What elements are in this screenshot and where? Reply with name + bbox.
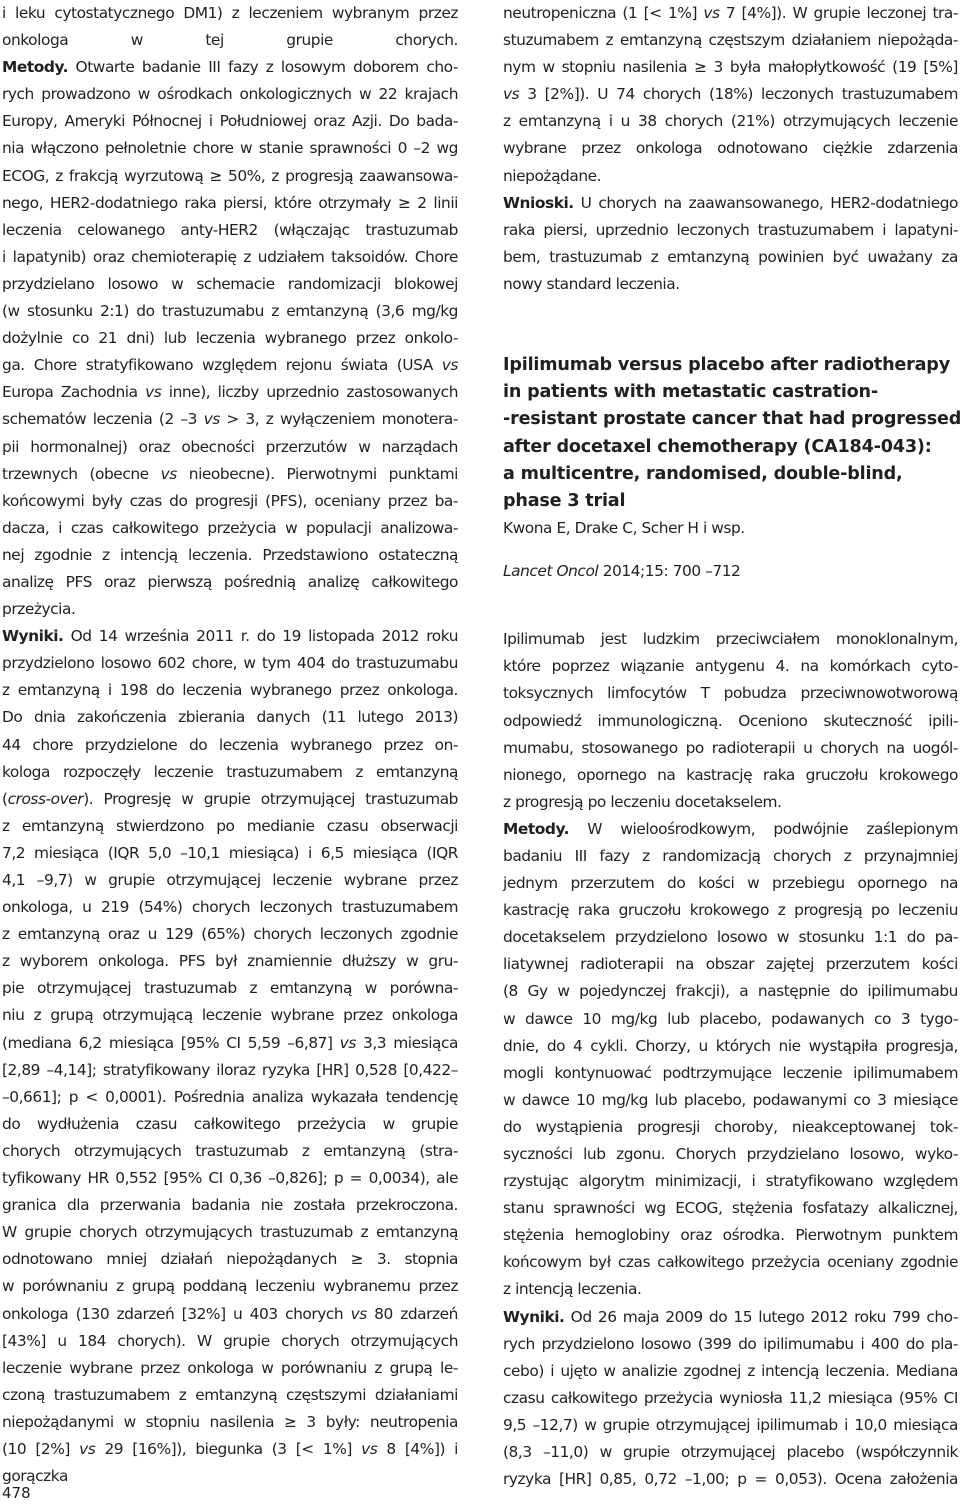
line-text: bem, trastuzumab z emtanzyną powinien być uważany za bbox=[503, 247, 958, 266]
text-line bbox=[503, 190, 958, 217]
line-text: kastrację raka gruczołu krokowego z progresją po leczeniu bbox=[503, 901, 958, 920]
section-gap bbox=[503, 600, 958, 626]
line-text: pii hormonalnej) oraz obecności przerzutów w narządach bbox=[2, 437, 458, 456]
line-text: do wydłużenia czasu całkowitego przeżycia w grupie bbox=[2, 1114, 458, 1133]
line-text: tyfikowany HR 0,552 [95% CI 0,36 –0,826]; p = 0,0034), ale bbox=[2, 1169, 458, 1188]
line-text: [2,89 –4,14]; stratyfikowany iloraz ryzyka [HR] 0,528 [0,422– bbox=[2, 1060, 458, 1079]
line-text: przydzielono losowo 602 chore, w tym 404 do trastuzumabu bbox=[2, 654, 458, 673]
line-text: stanu sprawności wg ECOG, stężenia fosfatazy alkalicznej, bbox=[503, 1199, 958, 1218]
text-line bbox=[2, 461, 458, 488]
text-line bbox=[503, 163, 958, 190]
line-text: liatywnej radioterapii na obszar zajętej przerzutem kości bbox=[503, 955, 958, 974]
line-text: dnie, do 4 cykli. Chorzy, u których nie wystąpiła progresja, bbox=[503, 1036, 958, 1055]
text-line bbox=[2, 948, 458, 975]
text-line bbox=[2, 1030, 458, 1057]
italic-term: vs bbox=[703, 4, 720, 22]
line-text: w dawce 10 mg/kg lub placebo, podawanymi co 3 miesiące bbox=[503, 1090, 958, 1109]
text-line bbox=[503, 1168, 958, 1195]
line-text: odpowiedź immunologiczną. Oceniono skuteczność ipili- bbox=[503, 711, 958, 730]
line-text: mogli kontynuować podtrzymujące leczenie ipilimumabem bbox=[503, 1063, 958, 1082]
text-line bbox=[2, 1111, 458, 1138]
line-text: (8 Gy w pojedynczej frakcji), a następnie do ipilimumabu bbox=[503, 982, 958, 1001]
left-column bbox=[2, 0, 459, 1486]
line-text: pie otrzymującej trastuzumab z emtanzyną w porówna- bbox=[2, 979, 458, 998]
text-line bbox=[2, 1002, 458, 1029]
text-line bbox=[503, 978, 958, 1005]
text-line bbox=[2, 1165, 458, 1192]
line-text: kologa rozpoczęły leczenie trastuzumabem z emtanzyną bbox=[2, 762, 458, 781]
line-text: ECOG, z frakcją wyrzutową ≥ 50%, z progresją zaawansowa- bbox=[2, 166, 458, 185]
line-text: czoną trastuzumabem z emtanzyną częstszymi działaniami bbox=[2, 1385, 458, 1404]
line-text: [43%] u 184 chorych). W grupie chorych otrzymujących bbox=[2, 1331, 458, 1350]
line-text: Ipilimumab jest ludzkim przeciwciałem monoklonalnym, bbox=[503, 630, 958, 649]
line-text: w porównaniu z grupą poddaną leczeniu wybranemu przez bbox=[2, 1277, 458, 1296]
text-line bbox=[503, 108, 958, 135]
article-title-line: in patients with metastatic castration- bbox=[503, 382, 878, 403]
line-text: czasu całkowitego przeżycia wyniosła 11,2 miesiąca (95% CI bbox=[503, 1388, 958, 1407]
text-line bbox=[503, 816, 958, 843]
line-text: ryzyka [HR] 0,85, 0,72 –1,00; p = 0,053). Ocena założenia bbox=[503, 1470, 958, 1489]
text-line bbox=[2, 352, 458, 379]
line-text: trzewnych (obecne vs nieobecne). Pierwotnymi punktami bbox=[2, 464, 459, 483]
text-line bbox=[2, 434, 458, 461]
line-text: Do dnia zakończenia zbierania danych (11 lutego 2013) bbox=[2, 708, 458, 727]
text-line bbox=[2, 1301, 458, 1328]
text-line bbox=[2, 271, 458, 298]
text-line bbox=[2, 244, 458, 271]
text-line bbox=[503, 81, 958, 108]
text-line bbox=[503, 626, 958, 653]
text-line bbox=[503, 680, 958, 707]
text-line bbox=[503, 1304, 958, 1331]
line-text: dacza, i czas całkowitego przeżycia w populacji analizowa- bbox=[2, 518, 458, 537]
text-line bbox=[503, 1195, 958, 1222]
line-text: nej zgodnie z intencją leczenia. Przedstawiono ostateczną bbox=[2, 545, 458, 564]
text-line bbox=[2, 1355, 458, 1382]
text-line bbox=[2, 135, 458, 162]
text-line bbox=[503, 1033, 958, 1060]
line-text: schematów leczenia (2 –3 vs > 3, z wyłączeniem monotera- bbox=[2, 410, 459, 429]
line-text: stężenia hemoglobiny oraz ośrodka. Pierwotnym punktem bbox=[503, 1226, 958, 1245]
text-line bbox=[2, 27, 458, 54]
text-line bbox=[503, 0, 958, 27]
text-line bbox=[2, 623, 458, 650]
text-line bbox=[2, 840, 458, 867]
text-line bbox=[2, 867, 458, 894]
line-text: z emtanzyną stwierdzono po medianie czasu obserwacji bbox=[2, 816, 458, 835]
line-text: badaniu III fazy z randomizacją chorych z przynajmniej bbox=[503, 846, 958, 865]
text-line bbox=[2, 81, 458, 108]
line-text: nionego, opornego na kastrację raka gruczołu krokowego bbox=[503, 765, 958, 784]
text-line bbox=[503, 1060, 958, 1087]
italic-term: vs bbox=[361, 1439, 378, 1458]
line-text: i leku cytostatycznego DM1) z leczeniem wybranym przez bbox=[2, 4, 458, 22]
text-line bbox=[503, 271, 958, 298]
line-text: (10 [2%] vs 29 [16%]), biegunka (3 [< 1%] vs 8 [4%]) i gorączka bbox=[2, 1439, 458, 1486]
line-text: syczności lub zgonu. Chorych przydzielano losowo, wyko- bbox=[503, 1145, 958, 1163]
text-line bbox=[2, 921, 458, 948]
line-text: z emtanzyną oraz u 129 (65%) chorych leczonych zgodnie bbox=[2, 925, 458, 944]
text-line bbox=[503, 244, 958, 271]
text-line bbox=[503, 1114, 958, 1141]
text-line bbox=[2, 190, 458, 217]
text-line bbox=[503, 897, 958, 924]
line-text: 9,5 –12,7) w grupie otrzymującej ipilimumab i 10,0 miesiąca bbox=[503, 1415, 958, 1434]
line-text: (w stosunku 2:1) do trastuzumabu z emtanzyną (3,6 mg/kg bbox=[2, 302, 458, 321]
line-text: nym w stopniu nasilenia ≥ 3 była małopłytkowość (19 [5%] bbox=[503, 58, 958, 77]
text-line bbox=[503, 1331, 958, 1358]
text-line bbox=[503, 1385, 958, 1412]
line-text: 7,2 miesiąca (IQR 5,0 –10,1 miesiąca) i 6,5 miesiąca (IQR bbox=[2, 843, 458, 862]
article-title bbox=[503, 352, 961, 515]
line-text: niu z grupą otrzymującą leczenie wybrane przez onkologa bbox=[2, 1006, 458, 1025]
text-line bbox=[2, 975, 458, 1002]
article-title-line: -resistant prostate cancer that had progressed bbox=[503, 409, 961, 430]
text-line bbox=[503, 789, 958, 816]
line-text: Otwarte badanie III fazy z losowym doborem cho- bbox=[68, 58, 458, 77]
line-text: Europa Zachodnia vs inne), liczby uprzednio zastosowanych bbox=[2, 383, 459, 402]
text-line bbox=[2, 650, 458, 677]
line-text: leczenia celowanego anty-HER2 (włączając trastuzumab bbox=[2, 220, 458, 239]
section-lead: Metody. bbox=[2, 58, 69, 77]
line-text: niepożądanymi w stopniu nasilenia ≥ 3 były: neutropenia bbox=[2, 1412, 458, 1431]
line-text: chorych otrzymujących trastuzumab z emtanzyną (stra- bbox=[2, 1141, 458, 1160]
line-text: raka piersi, uprzednio leczonych trastuzumabem i lapatyni- bbox=[503, 220, 958, 239]
line-text: końcowym był czas całkowitego przeżycia oceniany zgodnie bbox=[503, 1253, 958, 1272]
section-lead: Wyniki. bbox=[2, 627, 64, 646]
line-text: mumabu, stosowanego po radioterapii u chorych na uogól- bbox=[503, 738, 958, 757]
text-line bbox=[2, 596, 458, 623]
line-text: onkologa, u 219 (54%) chorych leczonych trastuzumabem bbox=[2, 898, 458, 917]
line-text: toksycznych limfocytów T pobudza przeciwnowotworową bbox=[503, 684, 958, 703]
journal-name: Lancet Oncol bbox=[503, 561, 599, 580]
section-lead: Metody. bbox=[503, 819, 570, 838]
line-text: do wystąpienia progresji choroby, nieakceptowanej tok- bbox=[503, 1117, 958, 1136]
line-text: onkologa (130 zdarzeń [32%] u 403 chorych vs 80 zdarzeń bbox=[2, 1304, 458, 1323]
line-text: rzystując algorytm minimizacji, i stratyfikowano względem bbox=[503, 1172, 958, 1191]
article-title-line: after docetaxel chemotherapy (CA184-043): bbox=[503, 436, 932, 457]
line-text: jednym przerzutem do kości w przebiegu opornego na bbox=[503, 874, 958, 893]
text-line bbox=[2, 677, 458, 704]
text-line bbox=[2, 325, 458, 352]
text-line bbox=[2, 1192, 458, 1219]
italic-term: vs bbox=[339, 1033, 356, 1052]
line-text: –0,661]; p < 0,0001). Pośrednia analiza wykazała tendencję bbox=[2, 1087, 458, 1106]
right-column-top-text bbox=[503, 0, 958, 298]
line-text: cebo) i ujęto w analizie zgodnej z intencją leczenia. Mediana bbox=[503, 1361, 958, 1380]
text-line bbox=[503, 1087, 958, 1114]
text-line bbox=[2, 298, 458, 325]
text-line bbox=[2, 1246, 458, 1273]
line-text: i lapatynib) oraz chemioterapię z udziałem taksoidów. Chore bbox=[2, 247, 458, 266]
line-text: W wieloośrodkowym, podwójnie zaślepionym bbox=[569, 819, 958, 838]
text-line bbox=[503, 762, 958, 789]
text-line bbox=[503, 1249, 958, 1276]
line-text: z emtanzyną i 198 do leczenia wybranego przez onkologa. bbox=[2, 681, 458, 700]
line-text: rych prowadzono w ośrodkach onkologicznych w 22 krajach bbox=[2, 85, 458, 104]
text-line bbox=[503, 924, 958, 951]
italic-term: vs bbox=[79, 1439, 96, 1458]
text-line bbox=[2, 1273, 458, 1300]
text-line bbox=[2, 1219, 458, 1246]
text-line bbox=[503, 951, 958, 978]
text-line bbox=[2, 1436, 458, 1486]
article-header bbox=[503, 352, 961, 585]
journal-volume-pages: 2014;15: 700 –712 bbox=[598, 561, 741, 580]
text-line bbox=[2, 569, 458, 596]
text-line bbox=[2, 488, 458, 515]
line-text: z progresją po leczeniu docetakselem. bbox=[503, 792, 782, 811]
line-text: w dawce 10 mg/kg lub placebo, podawanych co 3 tygo- bbox=[503, 1009, 958, 1028]
right-column bbox=[503, 0, 961, 1493]
line-text: stuzumabem z emtanzyną częstszym działaniem niepożąda- bbox=[503, 31, 958, 50]
italic-term: cross-over bbox=[7, 789, 84, 808]
line-text: analizę PFS oraz pierwszą pośrednią analizę całkowitego bbox=[2, 572, 458, 591]
page-number: 478 bbox=[2, 1484, 31, 1502]
italic-term: vs bbox=[203, 410, 220, 429]
line-text: docetakselem przydzielono losowo w stosunku 1:1 do pa- bbox=[503, 928, 958, 947]
text-line bbox=[503, 1439, 958, 1466]
line-text: 44 chore przydzielone do leczenia wybranego przez on- bbox=[2, 735, 458, 754]
text-line bbox=[503, 1276, 958, 1303]
text-line bbox=[503, 1222, 958, 1249]
text-line bbox=[2, 732, 458, 759]
text-line bbox=[2, 379, 458, 406]
line-text: przydzielano losowo w schemacie randomizacji blokowej bbox=[2, 274, 458, 293]
right-column-bottom-text bbox=[503, 626, 958, 1493]
line-text: onkologa w tej grupie chorych. bbox=[2, 31, 458, 50]
text-line bbox=[2, 1328, 458, 1355]
italic-term: vs bbox=[160, 464, 177, 483]
text-line bbox=[503, 54, 958, 81]
italic-term: vs bbox=[503, 85, 520, 104]
line-text: Od 26 maja 2009 do 15 lutego 2012 roku 799 cho- bbox=[564, 1307, 958, 1326]
text-line bbox=[503, 870, 958, 897]
italic-term: vs bbox=[145, 383, 162, 402]
text-line bbox=[2, 515, 458, 542]
line-text: leczenie wybrane przez onkologa w porównaniu z grupą le- bbox=[2, 1358, 458, 1377]
text-line bbox=[503, 1006, 958, 1033]
line-text: Europy, Ameryki Północnej i Południowej oraz Azji. Do bada- bbox=[2, 112, 458, 131]
section-gap bbox=[503, 298, 958, 352]
text-line bbox=[503, 1358, 958, 1385]
text-line bbox=[2, 54, 458, 81]
italic-term: vs bbox=[350, 1304, 367, 1323]
text-line bbox=[503, 653, 958, 680]
line-text: (8,3 –11,0) w grupie otrzymującej placebo (współczynnik bbox=[503, 1443, 958, 1462]
article-authors: Kwona E, Drake C, Scher H i wsp. bbox=[503, 519, 745, 538]
line-text: nia włączono pełnoletnie chore w stanie sprawności 0 –2 wg bbox=[2, 139, 458, 158]
italic-term: vs bbox=[441, 356, 458, 375]
line-text: rych przydzielono losowo (399 do ipilimumabu i 400 do pla- bbox=[503, 1334, 958, 1353]
article-title-line: Ipilimumab versus placebo after radiotherapy bbox=[503, 355, 950, 376]
text-line bbox=[2, 1138, 458, 1165]
article-title-line: a multicentre, randomised, double-blind, bbox=[503, 463, 903, 484]
line-text: nego, HER2-dodatniego raka piersi, które otrzymały ≥ 2 linii bbox=[2, 193, 458, 212]
line-text: przeżycia. bbox=[2, 600, 76, 619]
line-text: końcowymi były czas do progresji (PFS), oceniany przez ba- bbox=[2, 491, 458, 510]
line-text: Od 14 września 2011 r. do 19 listopada 2012 roku bbox=[63, 627, 458, 646]
line-text: wybrane przez onkologa odnotowano ciężkie zdarzenia bbox=[503, 139, 958, 158]
line-text: (mediana 6,2 miesiąca [95% CI 5,59 –6,87] vs 3,3 miesiąca bbox=[2, 1033, 458, 1052]
article-title-line: phase 3 trial bbox=[503, 491, 626, 512]
text-line bbox=[503, 1141, 958, 1168]
text-line bbox=[2, 1084, 458, 1111]
line-text: U chorych na zaawansowanego, HER2-dodatniego bbox=[573, 193, 958, 212]
text-line bbox=[503, 735, 958, 762]
line-text: neutropeniczna (1 [< 1%] vs 7 [4%]). W grupie leczonej tra- bbox=[503, 4, 958, 22]
line-text: 4,1 –9,7) w grupie otrzymującej leczenie wybrane przez bbox=[2, 871, 458, 889]
line-text: które poprzez wiązanie antygenu 4. na komórkach cyto- bbox=[503, 657, 958, 676]
line-text: odnotowano mniej działań niepożądanych ≥ 3. stopnia bbox=[2, 1250, 458, 1269]
text-line bbox=[2, 108, 458, 135]
text-line bbox=[2, 813, 458, 840]
text-line bbox=[2, 894, 458, 921]
section-lead: Wyniki. bbox=[503, 1307, 565, 1326]
text-line bbox=[2, 759, 458, 786]
text-line bbox=[503, 708, 958, 735]
text-line bbox=[503, 217, 958, 244]
text-line bbox=[503, 27, 958, 54]
text-line bbox=[2, 1382, 458, 1409]
text-line bbox=[2, 704, 458, 731]
text-line bbox=[503, 843, 958, 870]
article-citation bbox=[503, 558, 958, 585]
text-line bbox=[503, 1466, 958, 1493]
text-line bbox=[503, 135, 958, 162]
line-text: z intencją leczenia. bbox=[503, 1280, 642, 1299]
line-text: dożylnie co 21 dni) lub leczenia wybranego przez onkolo- bbox=[2, 329, 458, 348]
line-text: granica dla przerwania badania nie została przekroczona. bbox=[2, 1196, 458, 1215]
line-text: vs 3 [2%]). U 74 chorych (18%) leczonych trastuzumabem bbox=[503, 85, 958, 104]
text-line bbox=[2, 786, 458, 813]
line-text: W grupie chorych otrzymujących trastuzumab z emtanzyną bbox=[2, 1223, 458, 1242]
line-text: (cross-over). Progresję w grupie otrzymującej trastuzumab bbox=[2, 789, 458, 808]
text-line bbox=[2, 1409, 458, 1436]
line-text: ga. Chore stratyfikowano względem rejonu świata (USA vs bbox=[2, 356, 458, 375]
line-text: nowy standard leczenia. bbox=[503, 274, 680, 293]
text-line bbox=[2, 542, 458, 569]
line-text: z wyborem onkologa. PFS był znamiennie dłuższy w gru- bbox=[2, 952, 458, 971]
section-lead: Wnioski. bbox=[503, 193, 574, 212]
text-line bbox=[503, 1412, 958, 1439]
text-line bbox=[2, 217, 458, 244]
text-line bbox=[2, 406, 458, 433]
text-line bbox=[2, 163, 458, 190]
text-line bbox=[2, 1057, 458, 1084]
text-line bbox=[2, 0, 458, 27]
line-text: niepożądane. bbox=[503, 166, 602, 185]
line-text: z emtanzyną i u 38 chorych (21%) otrzymujących leczenie bbox=[503, 112, 958, 131]
